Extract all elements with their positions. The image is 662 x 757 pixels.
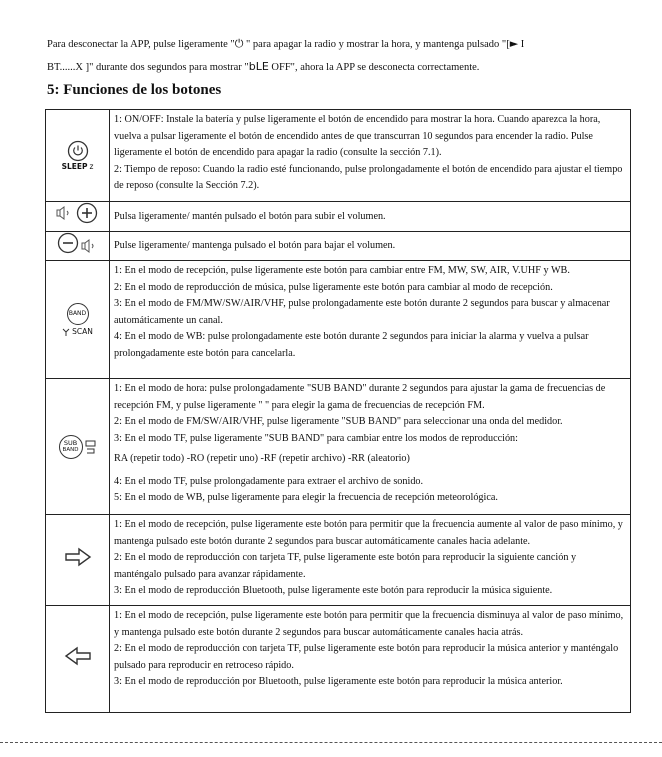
row4-para1: 1: En el modo de recepción, pulse ligeramente este botón para cambiar entre FM, MW, SW, AIR, V.UHF y WB. <box>114 265 570 276</box>
intro-text: I <box>518 39 525 50</box>
row5-para5: 4: En el modo TF, pulse prolongadamente para extraer el archivo de sonido. <box>114 475 424 487</box>
row6-para2: 2: En el modo de reproducción con tarjeta TF, pulse ligeramente este botón para reproducir la siguiente canción y manténgalo pulsado para avanzar rápidamente. <box>114 552 577 580</box>
table-row <box>46 606 631 713</box>
sleep-label: SLEEP <box>61 162 88 171</box>
description-cell <box>110 379 631 515</box>
row7-para3: 3: En el modo de reproducción por Bluetooth, pulse ligeramente este botón para reproducir la música anterior. <box>114 676 563 687</box>
description-cell <box>110 261 631 379</box>
intro-line-1 <box>47 33 647 56</box>
intro-paragraph <box>47 33 647 79</box>
table-row <box>46 231 631 261</box>
icon-cell <box>46 231 110 261</box>
description-cell <box>110 110 631 202</box>
icon-cell <box>46 261 110 379</box>
row1-para2: 2: Tiempo de reposo: Cuando la radio esté funcionando, pulse prolongadamente el botón de encendido para ajustar el tiempo de reposo (consulte la Sección 7.2). <box>114 163 623 191</box>
row5-para4: RA (repetir todo) -RO (repetir uno) -RF (repetir archivo) -RR (aleatorio) <box>114 453 410 464</box>
table-row <box>46 261 631 379</box>
row5-para3: 3: En el modo TF, pulse ligeramente "SUB BAND" para cambiar entre los modos de reproducción: <box>114 432 518 444</box>
band-button-icon <box>67 303 89 325</box>
table-row <box>46 202 631 232</box>
intro-line-2 <box>47 56 647 79</box>
row5-para6: 5: En el modo de WB, pulse ligeramente para elegir la frecuencia de recepción meteorológica. <box>114 492 498 503</box>
zz-icon: z <box>89 162 94 171</box>
row4-para4: 4: En el modo de WB: pulse prolongadamente este botón durante 2 segundos para iniciar la alarma y vuelva a pulsar prolongadamente este botón para cancelarla. <box>114 331 589 359</box>
band-label: BAND <box>68 310 87 317</box>
row3-para1: Pulse ligeramente/ mantenga pulsado el botón para bajar el volumen. <box>114 240 396 251</box>
table-row <box>46 515 631 606</box>
intro-text: " para apagar la radio y mostrar la hora, y mantenga pulsado "[ <box>243 39 510 50</box>
sub-band-label: BAND <box>62 447 79 453</box>
row5-para1: 1: En el modo de hora: pulse prolongadamente "SUB BAND" durante 2 segundos para ajustar la gama de frecuencias de recepción FM, y pulse ligeramente " " para elegir la gama de frecuencias de recepción FM. <box>114 383 606 411</box>
repeat-mode-icon <box>85 440 97 454</box>
scan-label: SCAN <box>72 327 93 336</box>
icon-cell <box>46 110 110 202</box>
row7-para2: 2: En el modo de reproducción con tarjeta TF, pulse ligeramente este botón para reproducir la música anterior y manténgalo pulsado para reproducir en retroceso rápido. <box>114 643 619 671</box>
left-arrow-icon <box>64 646 92 666</box>
row4-para3: 3: En el modo de FM/MW/SW/AIR/VHF, pulse prolongadamente este botón durante 2 segundos para buscar y almacenar automáticamente un canal. <box>114 298 610 326</box>
row4-para2: 2: En el modo de reproducción de música, pulse ligeramente este botón para cambiar al modo de recepción. <box>114 281 553 293</box>
table-row <box>46 110 631 202</box>
icon-cell <box>46 606 110 713</box>
volume-down-icon <box>54 232 102 254</box>
row1-para1: 1: ON/OFF: Instale la batería y pulse ligeramente el botón de encendido para mostrar la hora. Cuando aparezca la hora, vuelva a pulsar ligeramente el botón de encendido antes de que transcurran 10 segundos para encender la radio. Pulse ligeramente el botón de encendido para apagar la radio (consulte la sección 7.1). <box>114 114 601 158</box>
intro-text: BT......X ]" durante dos segundos para mostrar " <box>47 62 249 73</box>
row6-para1: 1: En el modo de recepción, pulse ligeramente este botón para permitir que la frecuencia aumente al valor de paso mínimo, y mantenga pulsado este botón durante 2 segundos para buscar automáticamente canales hacia adelante. <box>114 519 623 547</box>
power-icon <box>67 140 89 162</box>
description-cell <box>110 231 631 261</box>
volume-up-icon <box>54 202 102 224</box>
row7-para1: 1: En el modo de recepción, pulse ligeramente este botón para permitir que la frecuencia disminuya al valor de paso mínimo, y mantenga pulsado este botón durante 2 segundos para buscar automáticamente canales hacia atrás. <box>114 610 624 638</box>
display-text: bLE <box>248 60 269 73</box>
power-icon: ⏻ <box>234 37 244 50</box>
antenna-icon <box>62 328 70 336</box>
icon-cell <box>46 379 110 515</box>
row5-para2: 2: En el modo de FM/SW/AIR/VHF, pulse ligeramente "SUB BAND" para seleccionar una onda del medidor. <box>114 416 563 427</box>
row2-para1: Pulsa ligeramente/ mantén pulsado el botón para subir el volumen. <box>114 210 386 222</box>
row6-para3: 3: En el modo de reproducción Bluetooth, pulse ligeramente este botón para reproducir la música siguiente. <box>114 585 553 596</box>
icon-cell <box>46 202 110 232</box>
intro-text: OFF", ahora la APP se desconecta correctamente. <box>268 62 480 73</box>
page-bottom-rule <box>0 742 662 743</box>
play-icon: ► <box>509 37 519 50</box>
description-cell <box>110 606 631 713</box>
description-cell <box>110 515 631 606</box>
icon-cell <box>46 515 110 606</box>
intro-text: Para desconectar la APP, pulse ligeramente " <box>47 39 235 50</box>
description-cell <box>110 202 631 232</box>
table-row <box>46 379 631 515</box>
section-title: 5: Funciones de los botones <box>47 82 222 98</box>
right-arrow-icon <box>64 547 92 567</box>
sub-label: SUB <box>63 439 78 447</box>
sub-band-button-icon <box>59 435 83 459</box>
button-functions-table <box>45 109 631 713</box>
